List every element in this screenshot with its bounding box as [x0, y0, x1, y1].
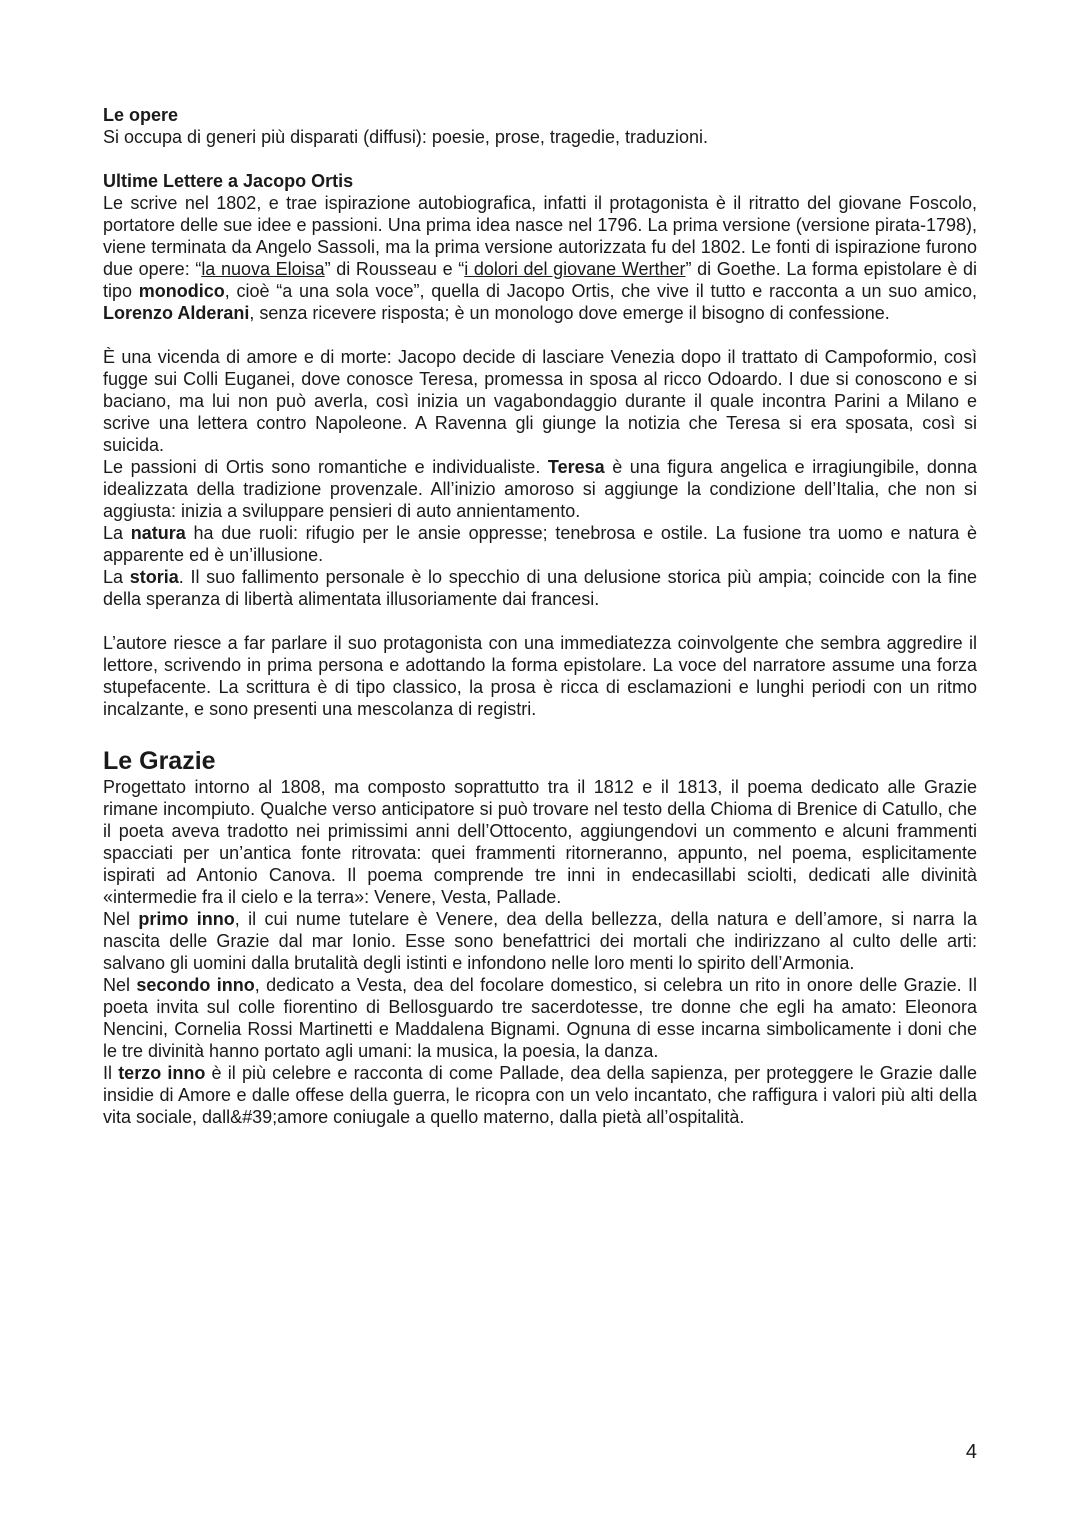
paragraph-grazie-terzo-inno	[103, 1062, 977, 1128]
bold-monodico: monodico	[138, 281, 225, 301]
paragraph-opere: Si occupa di generi più disparati (diffusi): poesie, prose, tragedie, traduzioni.	[103, 127, 709, 147]
text-segment: ” di Rousseau e “	[324, 259, 465, 279]
section-grazie	[103, 746, 977, 1128]
bold-primo-inno: primo inno	[138, 909, 235, 929]
bold-lorenzo-alderani: Lorenzo Alderani	[103, 303, 250, 323]
bold-terzo-inno: terzo inno	[118, 1063, 206, 1083]
bold-secondo-inno: secondo inno	[136, 975, 255, 995]
text-segment: . Il suo fallimento personale è lo specchio di una delusione storica più ampia; coincide con la fine della speranza di libertà alimentata illusoriamente dai francesi.	[103, 567, 977, 609]
text-segment: , dedicato a Vesta, dea del focolare domestico, si celebra un rito in onore delle Grazie. Il poeta invita sul colle fiorentino di Bellosguardo tre sacerdotesse, tre donne che egli ha amato: Eleonora Nencini, Cornelia Rossi Martinetti e Maddalena Bignami. Ognuna di esse incarna simbolicamente i doni che le tre divinità hanno portato agli umani: la musica, la poesia, la danza.	[103, 975, 978, 1061]
bold-storia: storia	[129, 567, 179, 587]
paragraph-ortis-natura	[103, 522, 977, 566]
paragraph-ortis-plot: È una vicenda di amore e di morte: Jacopo decide di lasciare Venezia dopo il trattato di Campoformio, così fugge sui Colli Euganei, dove conosce Teresa, promessa in sposa al ricco Odoardo. I due si conoscono e si baciano, ma lui non può averla, così inizia un vagabondaggio durante il quale incontra Parini a Milano e scrive una lettera contro Napoleone. A Ravenna gli giunge la notizia che Teresa si era sposata, così si suicida.	[103, 347, 977, 455]
bold-teresa: Teresa	[547, 457, 605, 477]
heading-grazie: Le Grazie	[103, 747, 216, 775]
bold-natura: natura	[130, 523, 186, 543]
paragraph-ortis-passioni	[103, 456, 977, 522]
link-dolori-werther[interactable]: i dolori del giovane Werther	[464, 259, 686, 279]
text-segment: Le passioni di Ortis sono romantiche e individualiste.	[103, 457, 548, 477]
heading-ortis: Ultime Lettere a Jacopo Ortis	[103, 171, 354, 191]
text-segment: Nel	[103, 975, 137, 995]
text-segment: è il più celebre e racconta di come Pallade, dea della sapienza, per proteggere le Grazie dalle insidie di Amore e dalle offese della guerra, le ricopra con un velo incantato, che raffigura i valori più alti della vita sociale, dall&#39;amore coniugale a quello materno, dalla pietà all’ospitalità.	[103, 1063, 977, 1127]
text-segment: Il	[103, 1063, 119, 1083]
paragraph-ortis-stile: L’autore riesce a far parlare il suo protagonista con una immediatezza coinvolgente che sembra aggredire il lettore, scrivendo in prima persona e adottando la forma epistolare. La voce del narratore assume una forza stupefacente. La scrittura è di tipo classico, la prosa è ricca di esclamazioni e lunghi periodi con un ritmo incalzante, e sono presenti una mescolanza di registri.	[103, 633, 977, 719]
section-ortis	[103, 170, 977, 720]
text-segment: La	[103, 523, 131, 543]
paragraph-grazie-intro: Progettato intorno al 1808, ma composto soprattutto tra il 1812 e il 1813, il poema dedicato alle Grazie rimane incompiuto. Qualche verso anticipatore si può trovare nel testo della Chioma di Brenice di Catullo, che il poeta aveva tradotto nei primissimi anni dell’Ottocento, aggiungendovi un commento e alcuni frammenti spacciati per un’antica fonte ritrovata: quei frammenti ritorneranno, appunto, nel poema, esplicitamente ispirati ad Antonio Canova. Il poema comprende tre inni in endecasillabi sciolti, dedicati alle divinità «intermedie fra il cielo e la terra»: Venere, Vesta, Pallade.	[103, 777, 977, 907]
page-number: 4	[965, 1441, 977, 1463]
document-page	[103, 104, 977, 1128]
text-segment: , senza ricevere risposta; è un monologo dove emerge il bisogno di confessione.	[249, 303, 890, 323]
paragraph-ortis-intro	[103, 192, 977, 324]
text-segment: La	[103, 567, 130, 587]
section-opere	[103, 104, 977, 148]
heading-opere: Le opere	[103, 105, 179, 125]
text-segment: ha due ruoli: rifugio per le ansie oppresse; tenebrosa e ostile. La fusione tra uomo e natura è apparente ed è un’illusione.	[103, 523, 977, 565]
text-segment: Le scrive nel 1802, e trae ispirazione autobiografica, infatti il protagonista è il ritratto del giovane Foscolo, portatore delle sue idee e passioni. Una prima idea nasce nel 1796. La prima versione (versione pirata-1798), viene terminata da Angelo Sassoli, ma la prima versione autorizzata fu del 1802. Le fonti di ispirazione furono due opere: “	[103, 193, 977, 279]
link-nuova-eloisa[interactable]: la nuova Eloisa	[201, 259, 325, 279]
text-segment: ” di Goethe. La forma epistolare è di tipo	[103, 259, 977, 301]
text-segment: è una figura angelica e irragiungibile, donna idealizzata della tradizione provenzale. All’inizio amoroso si aggiunge la condizione dell’Italia, che non si aggiusta: inizia a sviluppare pensieri di auto annientamento.	[103, 457, 977, 521]
paragraph-ortis-storia	[103, 566, 977, 610]
text-segment: Nel	[103, 909, 139, 929]
paragraph-grazie-secondo-inno	[103, 974, 977, 1062]
text-segment: , cioè “a una sola voce”, quella di Jacopo Ortis, che vive il tutto e racconta a un suo amico,	[224, 281, 977, 301]
paragraph-grazie-primo-inno	[103, 908, 977, 974]
text-segment: , il cui nume tutelare è Venere, dea della bellezza, della natura e dell’amore, si narra la nascita delle Grazie dal mar Ionio. Esse sono benefattrici dei mortali che indirizzano al culto delle arti: salvano gli uomini dalla brutalità degli istinti e infondono nelle loro menti lo spirito dell’Armonia.	[103, 909, 978, 973]
